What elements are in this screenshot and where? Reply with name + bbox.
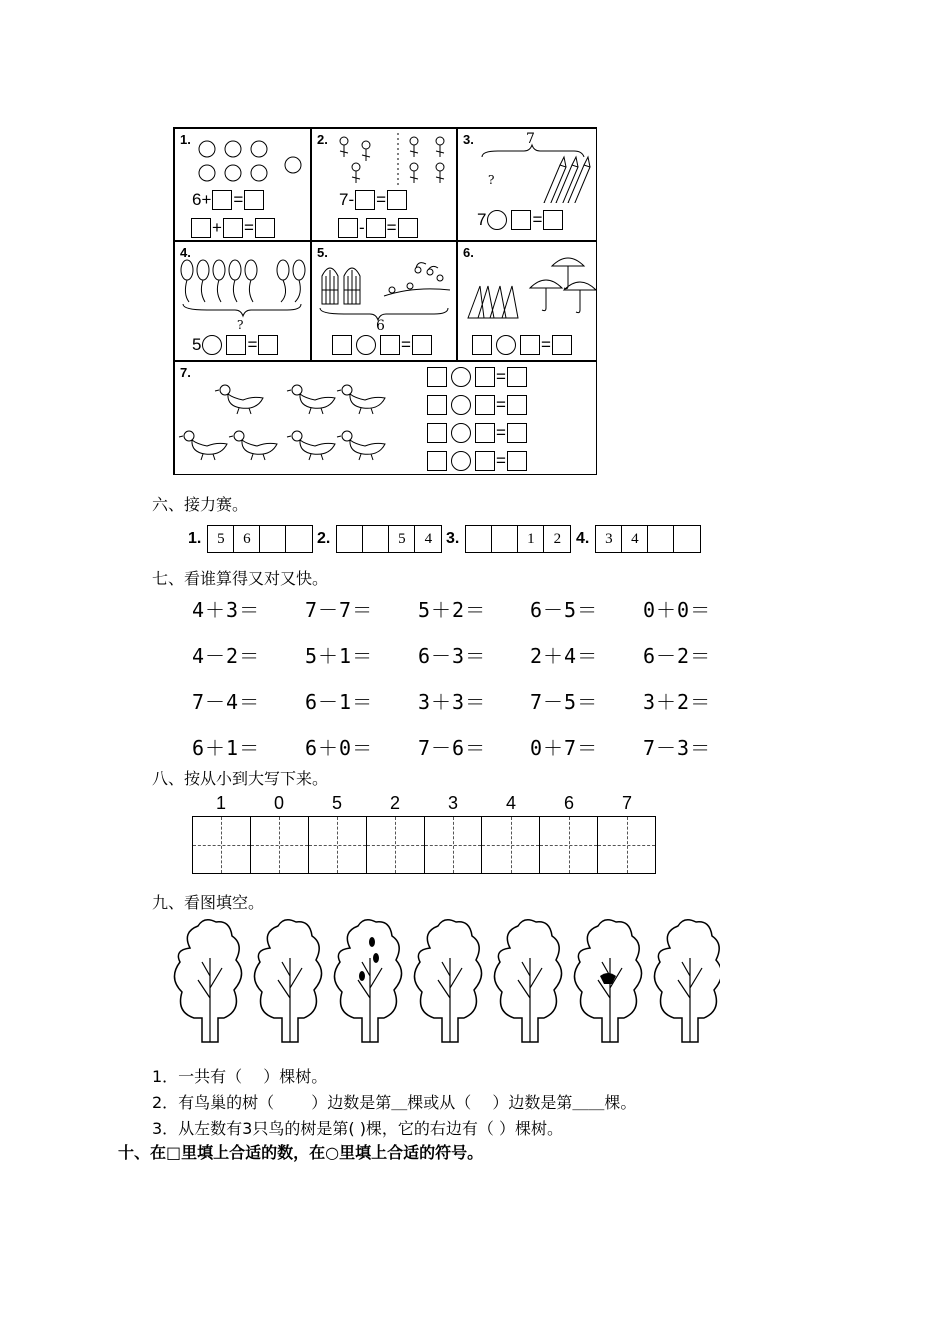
calc-item[interactable]: 5＋2＝: [418, 598, 487, 622]
fill-blank-line-1: 1．一共有（ ）棵树。: [152, 1067, 328, 1086]
equation-row: [191, 189, 264, 210]
calc-item[interactable]: 6－3＝: [418, 644, 487, 668]
operator-circle[interactable]: [451, 451, 471, 471]
birdcages-picture: [314, 256, 456, 326]
answer-box[interactable]: [412, 335, 432, 355]
answer-box[interactable]: [212, 190, 232, 210]
answer-box[interactable]: [507, 367, 527, 387]
section-9-title: 九、看图填空。: [152, 893, 265, 912]
equation-row: [338, 189, 407, 210]
relay-label: 1.: [188, 530, 202, 547]
answer-box[interactable]: [507, 423, 527, 443]
writing-cell[interactable]: [598, 817, 655, 873]
operator-circle[interactable]: [496, 335, 516, 355]
answer-box[interactable]: [387, 190, 407, 210]
calc-item[interactable]: 7－6＝: [418, 736, 487, 760]
question-mark: ?: [488, 173, 495, 187]
answer-box[interactable]: [244, 190, 264, 210]
answer-box[interactable]: [475, 451, 495, 471]
equals-sign: =: [376, 189, 387, 209]
problem-7-cell: [174, 361, 597, 475]
flowers-picture: [330, 131, 455, 189]
problem-5-cell: [311, 241, 457, 361]
relay-label: 2.: [317, 530, 331, 547]
relay-label: 4.: [576, 530, 590, 547]
problem-3-cell: [457, 128, 597, 241]
equals-sign: =: [532, 209, 543, 229]
relay-cells: [336, 525, 442, 553]
calc-item[interactable]: 7－3＝: [643, 736, 712, 760]
answer-box[interactable]: [366, 218, 386, 238]
calc-item[interactable]: 6＋1＝: [192, 736, 261, 760]
problem-number: 3.: [463, 132, 474, 147]
calc-item[interactable]: 0＋7＝: [530, 736, 599, 760]
picture-problem-grid: [173, 127, 597, 475]
equation-text: 7-: [339, 189, 355, 209]
answer-box[interactable]: [543, 210, 563, 230]
answer-box[interactable]: [226, 335, 246, 355]
answer-box[interactable]: [427, 451, 447, 471]
problem-number: 6.: [463, 245, 474, 260]
writing-cell[interactable]: [251, 817, 309, 873]
equation-row: [427, 366, 527, 387]
fill-blank-line-3: 3．从左数有3只鸟的树是第( )棵，它的右边有（ ）棵树。: [152, 1119, 564, 1138]
operator: -: [359, 217, 365, 237]
calc-item[interactable]: 3＋2＝: [643, 690, 712, 714]
answer-box[interactable]: [511, 210, 531, 230]
relay-cell[interactable]: [674, 526, 700, 552]
operator-circle[interactable]: [451, 367, 471, 387]
equals-sign: =: [496, 450, 506, 470]
answer-box[interactable]: [507, 395, 527, 415]
answer-box[interactable]: [332, 335, 352, 355]
relay-cell[interactable]: [337, 526, 363, 552]
calc-item[interactable]: 2＋4＝: [530, 644, 599, 668]
relay-cell[interactable]: 3: [596, 526, 622, 552]
answer-box[interactable]: [427, 395, 447, 415]
answer-box[interactable]: [552, 335, 572, 355]
problem-number: 2.: [317, 132, 328, 147]
ducks-picture: [175, 376, 415, 474]
problem-number: 5.: [317, 245, 328, 260]
relay-4: [576, 525, 701, 553]
answer-box[interactable]: [427, 367, 447, 387]
answer-box[interactable]: [191, 218, 211, 238]
equation-text: 7: [477, 209, 487, 229]
writing-cell[interactable]: [425, 817, 483, 873]
problem-number: 7.: [180, 365, 191, 380]
brace-and-pencils-picture: [478, 143, 593, 203]
answer-box[interactable]: [507, 451, 527, 471]
problem-6-cell: [457, 241, 597, 361]
operator: +: [212, 217, 222, 237]
relay-cell[interactable]: [648, 526, 674, 552]
answer-box[interactable]: [475, 423, 495, 443]
answer-box[interactable]: [398, 218, 418, 238]
operator-circle[interactable]: [487, 210, 507, 230]
umbrellas-picture: [460, 250, 596, 326]
ordering-writing-grid: [192, 816, 656, 874]
equation-row: [191, 217, 275, 238]
equals-sign: =: [247, 334, 258, 354]
writing-cell[interactable]: [482, 817, 540, 873]
order-number: 2: [390, 793, 401, 813]
equals-sign: =: [496, 394, 506, 414]
relay-cells: [595, 525, 701, 553]
calc-item[interactable]: 6－5＝: [530, 598, 599, 622]
equation-text: 5: [192, 334, 202, 354]
relay-cell[interactable]: [363, 526, 389, 552]
equals-sign: =: [243, 217, 254, 237]
relay-cell[interactable]: 5: [208, 526, 234, 552]
relay-cell[interactable]: 2: [553, 530, 562, 547]
answer-box[interactable]: [255, 218, 275, 238]
calc-item[interactable]: 0＋0＝: [643, 598, 712, 622]
order-number: 5: [332, 793, 343, 813]
operator-circle[interactable]: [356, 335, 376, 355]
problem-2-cell: [311, 128, 457, 241]
fill-blank-line-2: 2．有鸟巢的树（ ）边数是第＿棵或从（ ）边数是第＿＿棵。: [152, 1093, 637, 1112]
order-number: 4: [506, 793, 517, 813]
answer-box[interactable]: [475, 367, 495, 387]
relay-cell[interactable]: [492, 526, 518, 552]
equals-sign: =: [233, 189, 244, 209]
answer-box[interactable]: [520, 335, 540, 355]
writing-cell[interactable]: [309, 817, 367, 873]
equation-row: [191, 334, 278, 355]
section-10-title: 十、在□里填上合适的数，在○里填上合适的符号。: [118, 1143, 484, 1162]
order-number: 0: [274, 793, 285, 813]
answer-box[interactable]: [427, 423, 447, 443]
relay-cell[interactable]: [466, 526, 492, 552]
operator-circle[interactable]: [202, 335, 222, 355]
calc-item[interactable]: 6＋0＝: [305, 736, 374, 760]
calc-item[interactable]: 3＋3＝: [418, 690, 487, 714]
calc-item[interactable]: 6－2＝: [643, 644, 712, 668]
relay-cell[interactable]: [286, 526, 312, 552]
writing-cell[interactable]: [367, 817, 425, 873]
equation-row: [476, 209, 563, 230]
equation-text: 6+: [192, 189, 212, 209]
calc-item[interactable]: 7－5＝: [530, 690, 599, 714]
relay-cell[interactable]: 1: [518, 526, 544, 552]
equation-row: [332, 334, 432, 355]
answer-box[interactable]: [475, 395, 495, 415]
relay-3: [446, 525, 571, 553]
relay-cell[interactable]: 4: [622, 526, 648, 552]
order-number: 7: [622, 793, 633, 813]
equation-row: [427, 394, 527, 415]
answer-box[interactable]: [380, 335, 400, 355]
relay-cells: [465, 525, 571, 553]
equals-sign: =: [496, 422, 506, 442]
circles-picture: [193, 135, 308, 185]
relay-cell[interactable]: 5: [389, 526, 415, 552]
relay-cells: [207, 525, 313, 553]
answer-box[interactable]: [355, 190, 375, 210]
answer-box[interactable]: [223, 218, 243, 238]
relay-label: 3.: [446, 530, 460, 547]
calc-item[interactable]: 4－2＝: [192, 644, 261, 668]
operator-circle[interactable]: [451, 395, 471, 415]
equation-row: [427, 422, 527, 443]
writing-cell[interactable]: [540, 817, 598, 873]
brace-label: 6: [376, 318, 385, 334]
operator-circle[interactable]: [451, 423, 471, 443]
relay-cell[interactable]: 6: [234, 526, 260, 552]
section-8-title: 八、按从小到大写下来。: [152, 769, 329, 788]
relay-cell[interactable]: 4: [424, 530, 433, 547]
answer-box[interactable]: [472, 335, 492, 355]
trees-picture: [168, 918, 720, 1046]
calc-item[interactable]: 7－4＝: [192, 690, 261, 714]
answer-box[interactable]: [338, 218, 358, 238]
equation-row: [338, 217, 418, 238]
equation-row: [472, 334, 572, 355]
writing-cell[interactable]: [193, 817, 251, 873]
equals-sign: =: [401, 334, 411, 354]
question-mark: ?: [237, 318, 244, 332]
problem-number: 1.: [180, 132, 191, 147]
order-number: 1: [216, 793, 227, 813]
brace-label: 7: [526, 131, 535, 147]
relay-2: [317, 525, 442, 553]
equals-sign: =: [496, 366, 506, 386]
relay-1: [188, 525, 313, 553]
section-7-title: 七、看谁算得又对又快。: [152, 569, 329, 588]
equals-sign: =: [541, 334, 551, 354]
problem-4-cell: [174, 241, 311, 361]
calc-item[interactable]: 4＋3＝: [192, 598, 261, 622]
calc-item[interactable]: 7－7＝: [305, 598, 374, 622]
relay-cell[interactable]: [260, 526, 286, 552]
problem-number: 4.: [180, 245, 191, 260]
problem-1-cell: [174, 128, 311, 241]
order-number: 3: [448, 793, 459, 813]
calc-item[interactable]: 5＋1＝: [305, 644, 374, 668]
equals-sign: =: [386, 217, 397, 237]
section-6-title: 六、接力赛。: [152, 495, 249, 514]
calc-item[interactable]: 6－1＝: [305, 690, 374, 714]
order-number: 6: [564, 793, 575, 813]
answer-box[interactable]: [258, 335, 278, 355]
equation-row: [427, 450, 527, 471]
